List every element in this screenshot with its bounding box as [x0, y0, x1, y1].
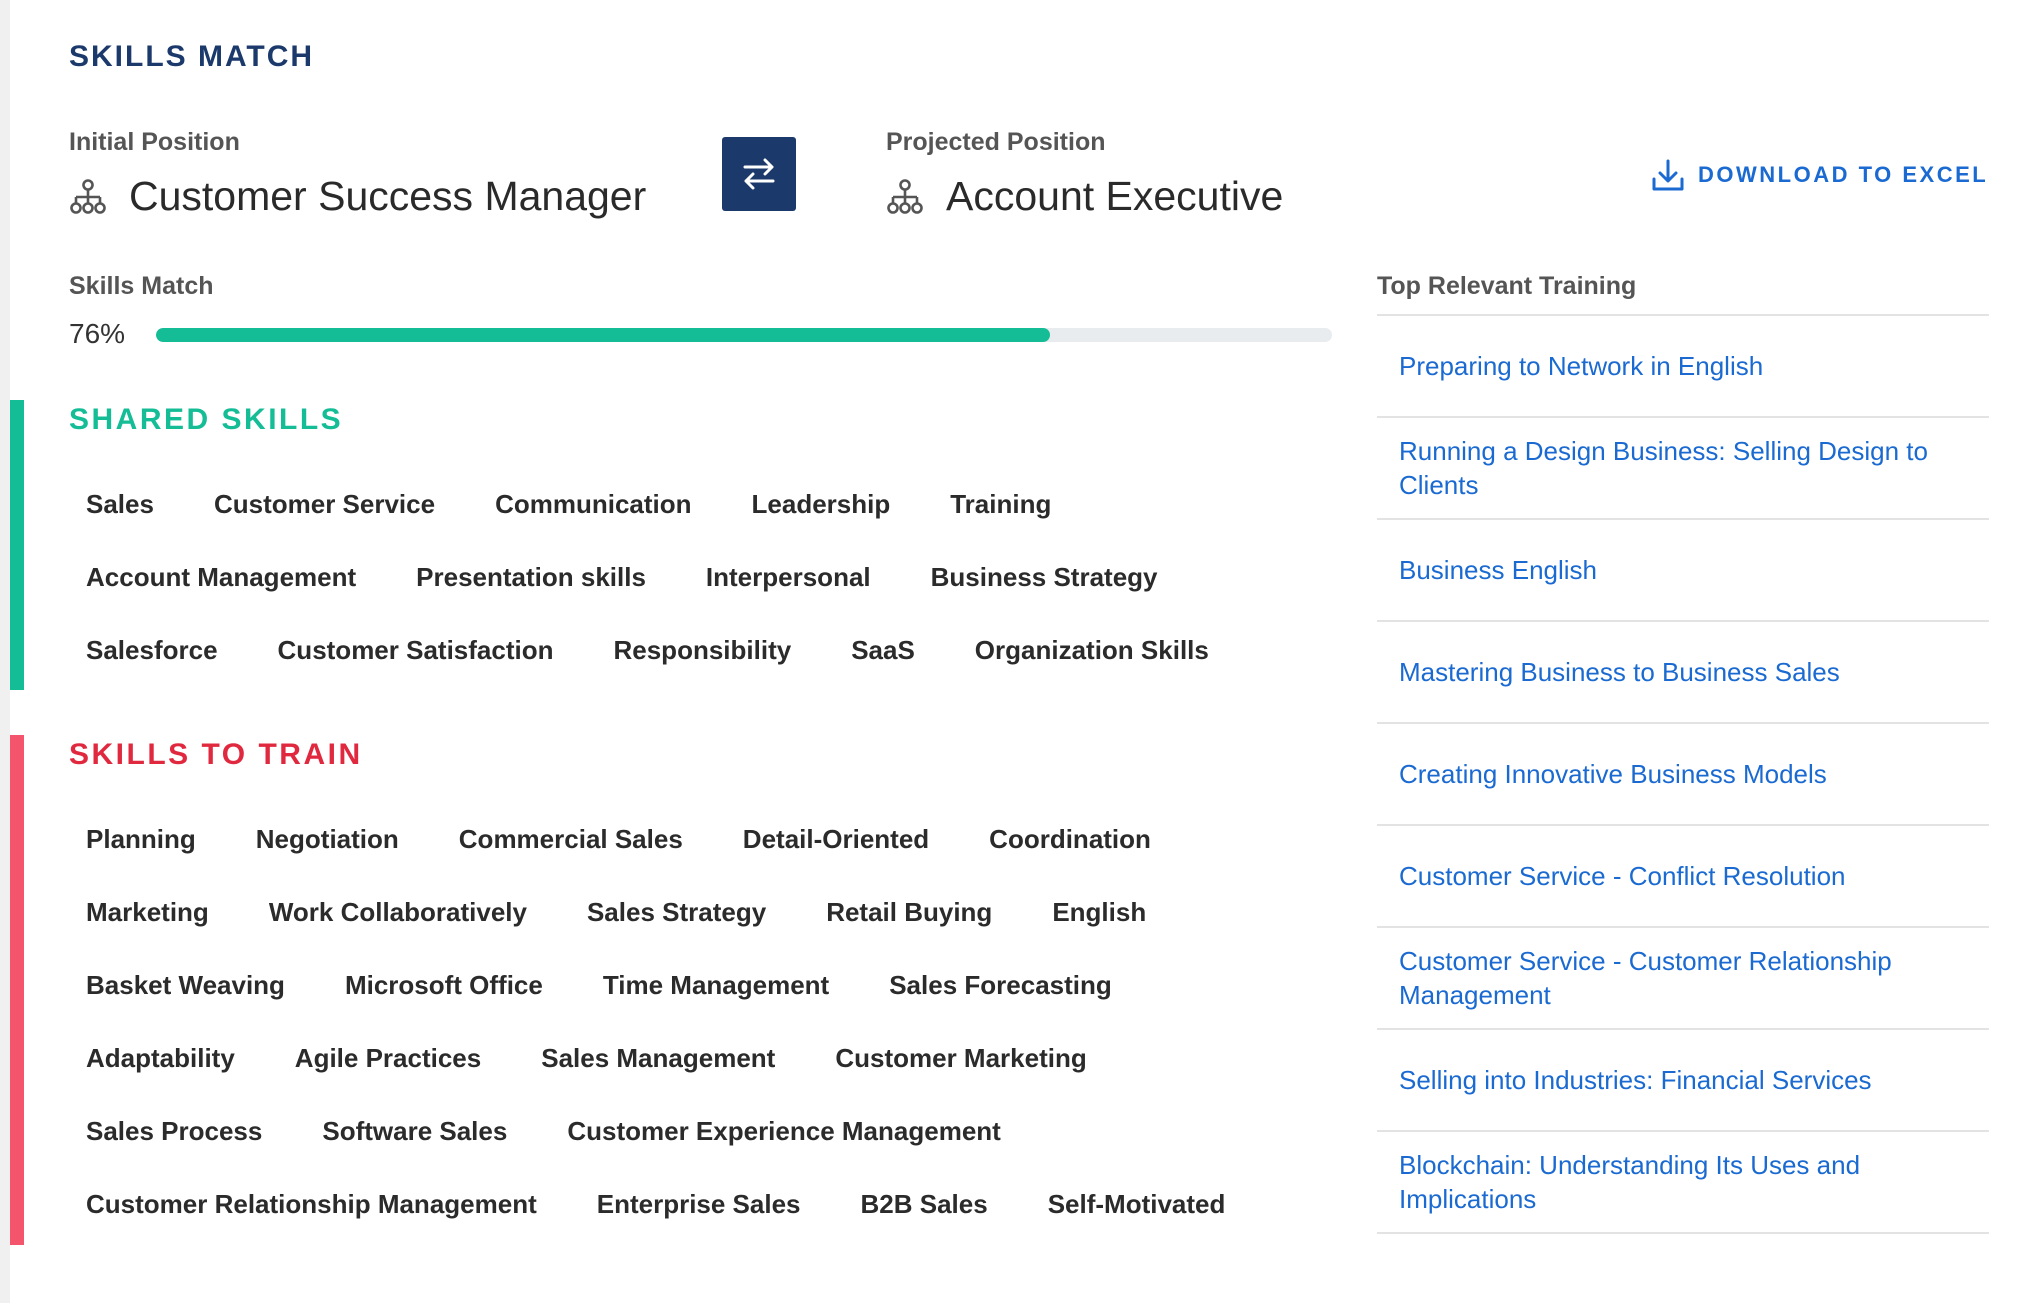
org-chart-icon [69, 178, 107, 216]
initial-position [69, 128, 646, 220]
skill-chip[interactable]: Account Management [86, 562, 357, 592]
skill-chip[interactable]: Self-Motivated [1047, 1189, 1226, 1219]
skill-chip[interactable]: Commercial Sales [458, 824, 683, 854]
skill-chip[interactable]: Work Collaboratively [268, 897, 527, 927]
skill-chip[interactable]: Salesforce [86, 635, 218, 665]
org-chart-icon [886, 178, 924, 216]
training-link[interactable]: Preparing to Network in English [1399, 351, 1764, 381]
training-link[interactable]: Selling into Industries: Financial Services [1399, 1065, 1872, 1095]
training-list [1377, 314, 1989, 1234]
skill-chip[interactable]: Marketing [86, 897, 209, 927]
training-link[interactable]: Running a Design Business: Selling Design to Clients [1399, 436, 1928, 500]
training-link[interactable]: Mastering Business to Business Sales [1399, 657, 1840, 687]
skill-chip[interactable]: Time Management [602, 970, 830, 1000]
download-to-excel-button[interactable] [1650, 157, 1988, 193]
skills-match-percent: 76% [69, 318, 126, 349]
training-item [1377, 1132, 1989, 1234]
training-item [1377, 316, 1989, 418]
projected-position-value: Account Executive [946, 173, 1284, 219]
skill-chip[interactable]: Customer Marketing [835, 1043, 1087, 1073]
skill-chip[interactable]: Microsoft Office [344, 970, 543, 1000]
skill-chip[interactable]: B2B Sales [860, 1189, 988, 1219]
swap-arrows-icon [739, 154, 779, 194]
skills-match-progress-bar [156, 328, 1332, 342]
skills-to-train-accent [10, 735, 24, 1245]
skill-chip[interactable]: Training [950, 489, 1052, 519]
skill-chip[interactable]: Customer Relationship Management [86, 1189, 537, 1219]
skill-chip[interactable]: Agile Practices [294, 1043, 482, 1073]
download-label: DOWNLOAD TO EXCEL [1698, 162, 1989, 187]
training-link[interactable]: Customer Service - Conflict Resolution [1399, 861, 1846, 891]
shared-skills-title: SHARED SKILLS [69, 403, 344, 436]
training-item [1377, 1030, 1989, 1132]
projected-position [886, 128, 1283, 220]
skills-match-progress-fill [156, 328, 1050, 342]
training-item [1377, 520, 1989, 622]
skill-chip[interactable]: Customer Service [213, 489, 436, 519]
skill-chip[interactable]: Presentation skills [416, 562, 646, 592]
training-item [1377, 826, 1989, 928]
skill-chip[interactable]: Planning [86, 824, 196, 854]
skill-chip[interactable]: Communication [495, 489, 692, 519]
training-link[interactable]: Blockchain: Understanding Its Uses and Implications [1399, 1150, 1861, 1214]
training-link[interactable]: Business English [1399, 555, 1597, 585]
skill-chip[interactable]: Customer Experience Management [567, 1116, 1001, 1146]
skill-chip[interactable]: SaaS [851, 635, 915, 665]
page-title: SKILLS MATCH [69, 40, 315, 73]
skill-chip[interactable]: Enterprise Sales [596, 1189, 801, 1219]
skill-chip[interactable]: Interpersonal [705, 562, 871, 592]
skill-chip[interactable]: Detail-Oriented [742, 824, 930, 854]
skill-chip[interactable]: Coordination [989, 824, 1151, 854]
training-item [1377, 724, 1989, 826]
projected-position-label: Projected Position [886, 128, 1106, 156]
skill-chip[interactable]: Sales Process [86, 1116, 263, 1146]
skill-chip[interactable]: Business Strategy [930, 562, 1158, 592]
skill-chip[interactable]: Organization Skills [974, 635, 1209, 665]
skill-chip[interactable]: Adaptability [86, 1043, 235, 1073]
swap-positions-button[interactable] [722, 137, 796, 211]
training-item [1377, 418, 1989, 520]
skill-chip[interactable]: Retail Buying [826, 897, 993, 927]
skills-match-label: Skills Match [69, 272, 214, 300]
training-link[interactable]: Creating Innovative Business Models [1399, 759, 1827, 789]
skills-to-train-list [58, 803, 1348, 1241]
download-icon [1650, 157, 1686, 193]
skill-chip[interactable]: Leadership [751, 489, 891, 519]
skill-chip[interactable]: Customer Satisfaction [277, 635, 554, 665]
skill-chip[interactable]: Responsibility [613, 635, 792, 665]
skills-to-train-title: SKILLS TO TRAIN [69, 738, 363, 771]
initial-position-value: Customer Success Manager [129, 173, 647, 219]
skill-chip[interactable]: Sales Strategy [586, 897, 767, 927]
skill-chip[interactable]: Basket Weaving [86, 970, 285, 1000]
skill-chip[interactable]: Sales Management [541, 1043, 776, 1073]
skill-chip[interactable]: Negotiation [255, 824, 399, 854]
skill-chip[interactable]: Sales Forecasting [889, 970, 1112, 1000]
training-item [1377, 928, 1989, 1030]
left-rail [0, 0, 10, 1303]
skill-chip[interactable]: Software Sales [322, 1116, 508, 1146]
skill-chip[interactable]: English [1052, 897, 1147, 927]
shared-skills-accent [10, 400, 24, 690]
skill-chip[interactable]: Sales [86, 489, 154, 519]
initial-position-label: Initial Position [69, 128, 240, 156]
training-item [1377, 622, 1989, 724]
shared-skills-list [58, 468, 1348, 687]
training-heading: Top Relevant Training [1377, 272, 1637, 300]
training-link[interactable]: Customer Service - Customer Relationship Management [1399, 946, 1892, 1010]
